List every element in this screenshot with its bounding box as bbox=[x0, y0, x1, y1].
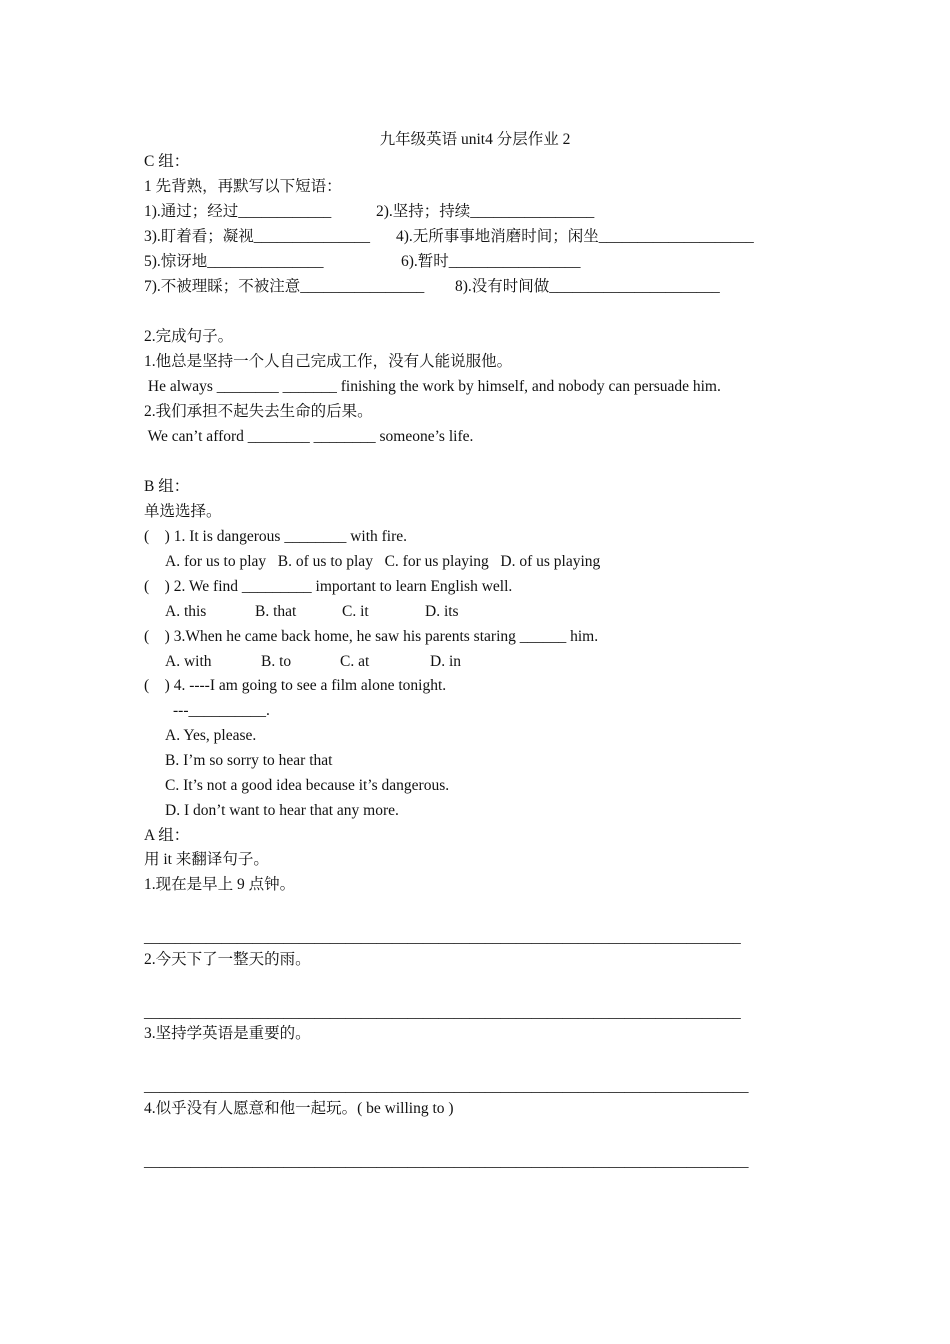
mc-question-2-option-a: A. this bbox=[165, 603, 207, 620]
mc-question-2-option-c: C. it bbox=[342, 603, 369, 620]
mc-question-2-option-b: B. that bbox=[255, 603, 297, 620]
mc-question-3: ( ) 3.When he came back home, he saw his parents staring ______ him. bbox=[144, 628, 599, 645]
translate-question-1: 1.现在是早上 9 点钟。 bbox=[144, 876, 296, 893]
mc-question-2: ( ) 2. We find _________ important to learn English well. bbox=[144, 578, 513, 595]
task2-q2-english: We can’t afford ________ ________ someone’s life. bbox=[144, 428, 474, 445]
task2-q1-english: He always ________ _______ finishing the work by himself, and nobody can persuade him. bbox=[144, 378, 721, 395]
phrase-5: 5).惊讶地_______________ bbox=[144, 253, 324, 270]
translate-question-2: 2.今天下了一整天的雨。 bbox=[144, 951, 311, 968]
phrase-7: 7).不被理睬；不被注意________________ bbox=[144, 278, 425, 295]
task2-q1-chinese: 1.他总是坚持一个人自己完成工作，没有人能说服他。 bbox=[144, 353, 513, 370]
phrase-4: 4).无所事事地消磨时间；闲坐____________________ bbox=[396, 228, 754, 245]
task1-intro: 1 先背熟，再默写以下短语： bbox=[144, 178, 342, 195]
phrase-1: 1).通过；经过____________ bbox=[144, 203, 332, 220]
translate-question-4: 4.似乎没有人愿意和他一起玩。( be willing to ) bbox=[144, 1100, 454, 1117]
section-a-intro: 用 it 来翻译句子。 bbox=[144, 851, 269, 868]
phrase-3: 3).盯着看；凝视_______________ bbox=[144, 228, 371, 245]
answer-line-3: ______________________________________________________________________________ bbox=[144, 1078, 749, 1095]
section-b-intro: 单选选择。 bbox=[144, 503, 222, 520]
page-title: 九年级英语 unit4 分层作业 2 bbox=[379, 131, 571, 148]
mc-question-4-option-a: A. Yes, please. bbox=[165, 727, 257, 744]
answer-line-1: _____________________________________________________________________________ bbox=[144, 929, 741, 946]
task2-intro: 2.完成句子。 bbox=[144, 328, 234, 345]
mc-question-4-option-d: D. I don’t want to hear that any more. bbox=[165, 802, 399, 819]
task2-q2-chinese: 2.我们承担不起失去生命的后果。 bbox=[144, 403, 373, 420]
section-c-heading: C 组： bbox=[144, 153, 190, 170]
mc-question-4-option-c: C. It’s not a good idea because it’s dangerous. bbox=[165, 777, 450, 794]
phrase-8: 8).没有时间做______________________ bbox=[455, 278, 720, 295]
mc-question-3-option-c: C. at bbox=[340, 653, 370, 670]
mc-question-4-option-b: B. I’m so sorry to hear that bbox=[165, 752, 333, 769]
mc-question-4: ( ) 4. ----I am going to see a film alone tonight. bbox=[144, 677, 447, 694]
section-b-heading: B 组： bbox=[144, 478, 190, 495]
mc-question-2-option-d: D. its bbox=[425, 603, 459, 620]
mc-question-1-options: A. for us to play B. of us to play C. for us playing D. of us playing bbox=[165, 553, 601, 570]
phrase-6: 6).暂时_________________ bbox=[401, 253, 581, 270]
section-a-heading: A 组： bbox=[144, 827, 190, 844]
answer-line-4: ______________________________________________________________________________ bbox=[144, 1153, 749, 1170]
mc-question-4-reply: ---__________. bbox=[173, 702, 270, 719]
mc-question-3-option-b: B. to bbox=[261, 653, 292, 670]
answer-line-2: _____________________________________________________________________________ bbox=[144, 1004, 741, 1021]
phrase-2: 2).坚持；持续________________ bbox=[376, 203, 595, 220]
mc-question-3-option-a: A. with bbox=[165, 653, 212, 670]
translate-question-3: 3.坚持学英语是重要的。 bbox=[144, 1025, 311, 1042]
mc-question-3-option-d: D. in bbox=[430, 653, 461, 670]
mc-question-1: ( ) 1. It is dangerous ________ with fire. bbox=[144, 528, 408, 545]
